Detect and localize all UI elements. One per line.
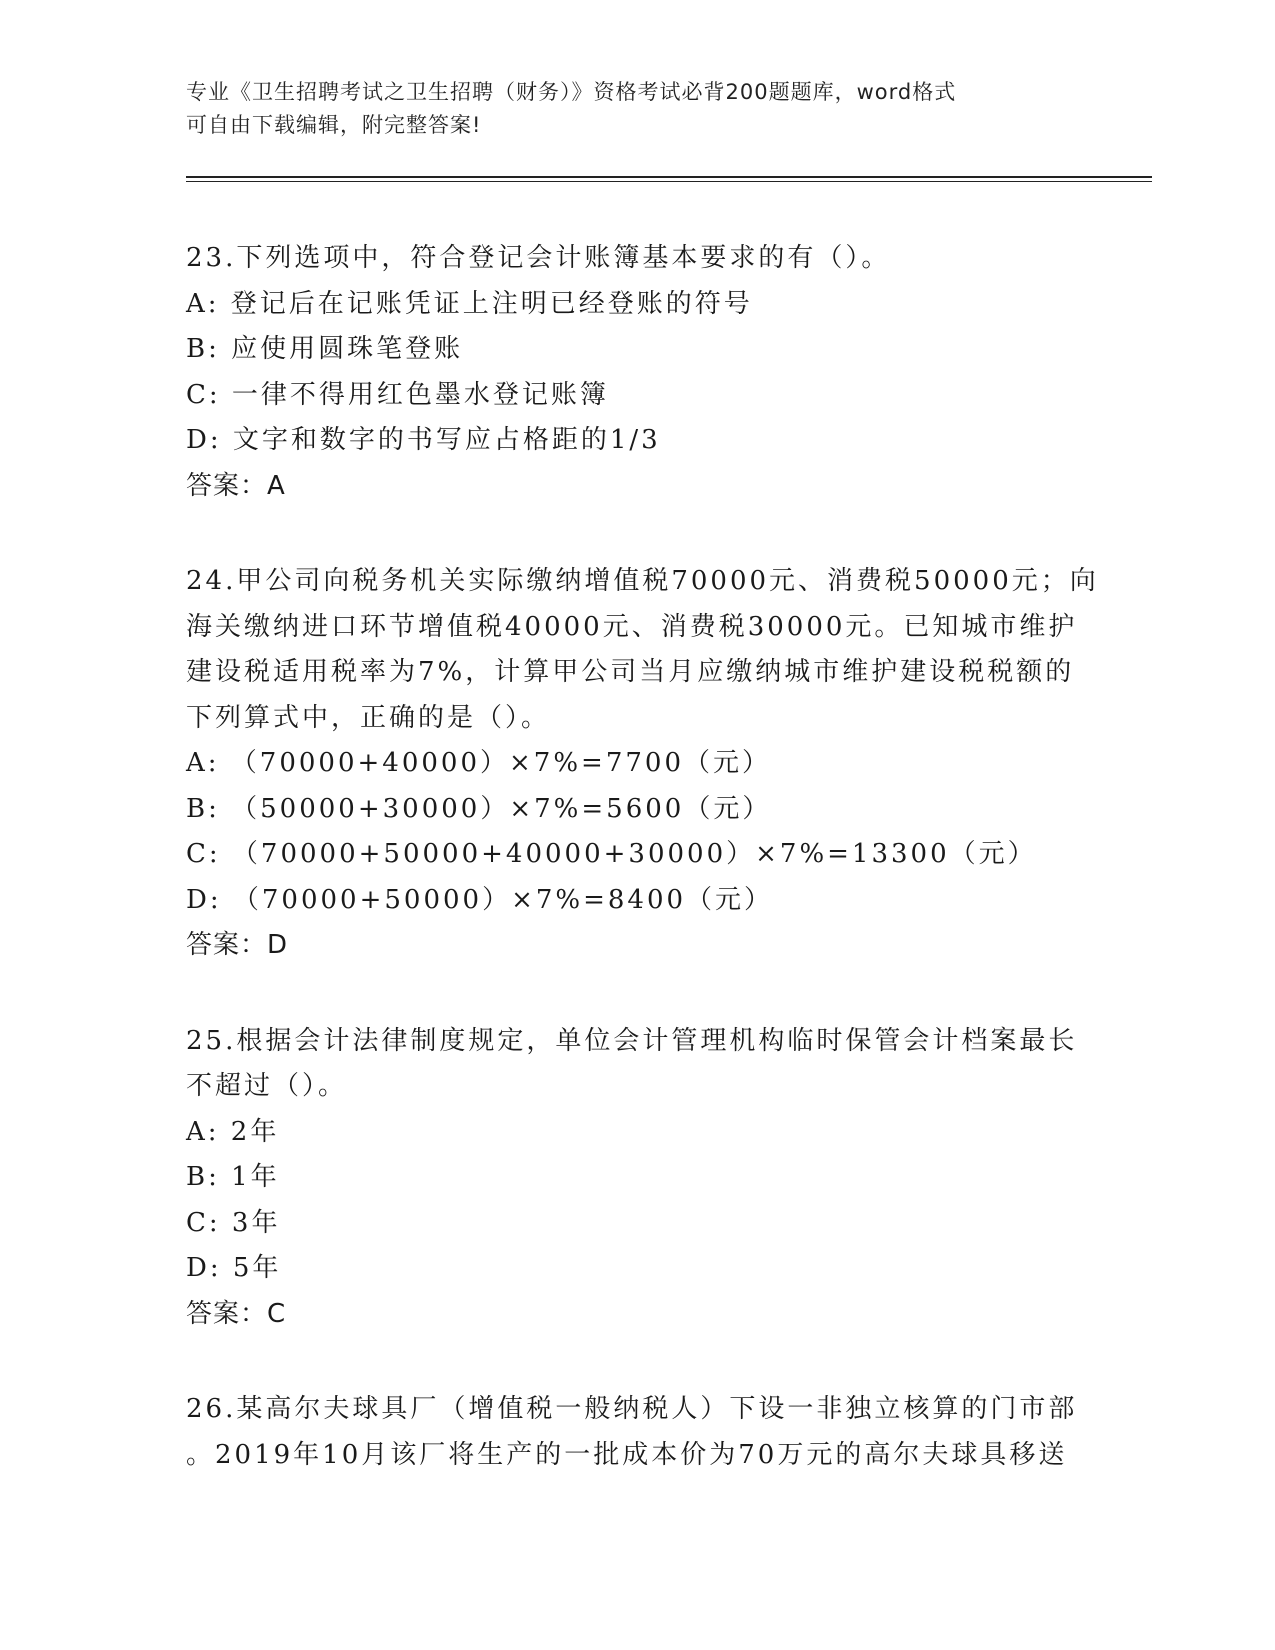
answer-label: 答案：A <box>186 470 286 501</box>
option-a: A: 2年 <box>186 1116 280 1147</box>
option-d: D: 5年 <box>186 1253 282 1283</box>
option-b: B: （50000+30000）×7%=5600（元） <box>186 793 772 824</box>
option-b: B: 应使用圆珠笔登账 <box>186 334 464 364</box>
option-c: C: 一律不得用红色墨水登记账簿 <box>186 379 609 410</box>
option-c: C: 3年 <box>186 1207 281 1238</box>
document-header <box>186 76 1066 142</box>
question-stem <box>186 1019 1086 1110</box>
stem-line: 。2019年10月该厂将生产的一批成本价为70万元的高尔夫球具移送 <box>186 1439 1068 1470</box>
answer-label: 答案：C <box>186 1298 287 1329</box>
question-stem <box>186 1387 1086 1478</box>
stem-line: 26.某高尔夫球具厂（增值税一般纳税人）下设一非独立核算的门市部 <box>186 1394 1078 1424</box>
answer-label: 答案：D <box>186 930 289 960</box>
option-a: A: （70000+40000）×7%=7700（元） <box>186 748 771 778</box>
stem-line: 23.下列选项中，符合登记会计账簿基本要求的有（）。 <box>186 243 891 273</box>
header-divider-thin <box>186 181 1152 182</box>
header-line-1: 专业《卫生招聘考试之卫生招聘（财务）》资格考试必背200题题库，word格式 <box>186 80 957 104</box>
question-list <box>186 236 1099 1528</box>
option-d: D: 文字和数字的书写应占格距的1/3 <box>186 425 661 455</box>
option-b: B: 1年 <box>186 1162 280 1192</box>
stem-line: 建设税适用税率为7%，计算甲公司当月应缴纳城市维护建设税税额的 <box>186 657 1075 687</box>
header-divider-thick <box>186 176 1152 178</box>
header-line-2: 可自由下载编辑，附完整答案! <box>186 113 482 137</box>
question-26 <box>186 1387 1086 1478</box>
question-23 <box>186 236 1086 509</box>
question-stem <box>186 559 1099 741</box>
stem-line: 不超过（）。 <box>186 1071 348 1101</box>
option-a: A: 登记后在记账凭证上注明已经登账的符号 <box>186 288 753 319</box>
question-stem <box>186 236 1086 282</box>
stem-line: 下列算式中，正确的是（）。 <box>186 702 551 733</box>
question-25 <box>186 1019 1086 1338</box>
stem-line: 25.根据会计法律制度规定，单位会计管理机构临时保管会计档案最长 <box>186 1025 1078 1056</box>
option-c: C: （70000+50000+40000+30000）×7%=13300（元） <box>186 839 1037 869</box>
stem-line: 海关缴纳进口环节增值税40000元、消费税30000元。已知城市维护 <box>186 611 1078 642</box>
option-d: D: （70000+50000）×7%=8400（元） <box>186 884 774 915</box>
question-24 <box>186 559 1099 969</box>
stem-line: 24.甲公司向税务机关实际缴纳增值税70000元、消费税50000元；向 <box>186 566 1099 596</box>
